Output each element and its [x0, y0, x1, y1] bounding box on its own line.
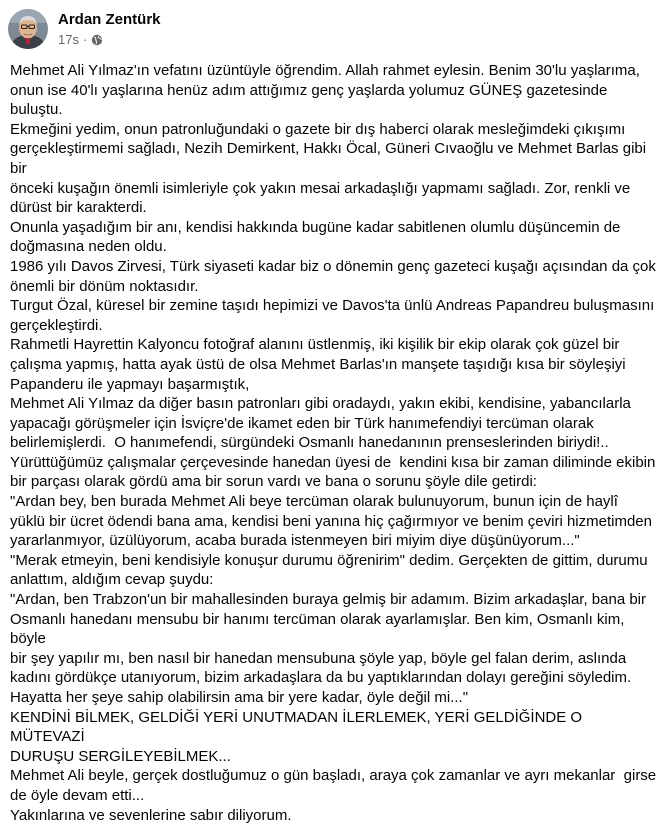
post-paragraph: Yürüttüğümüz çalışmalar çerçevesinde hanedan üyesi de kendini kısa bir zaman diliminde ekibin bir parçası olarak gördü ama bir sorun vardı ve bana o sorunu şöyle dile getirdi: — [10, 453, 656, 491]
post-subline — [58, 31, 161, 49]
post-header — [8, 6, 161, 52]
post-paragraph: Rahmetli Hayrettin Kalyoncu fotoğraf alanını üstlenmiş, iki kişilik bir ekip olarak çok güzel bir çalışma yapmış, hatta ayak üstü de olsa Mehmet Barlas'ın manşete taşıdığı kısa bir söyleşiyi Papanderu ile yapmayı başarmıştık, — [10, 336, 626, 393]
post-paragraph: Turgut Özal, küresel bir zemine taşıdı hepimizi ve Davos'ta ünlü Andreas Papandreu buluşmasını gerçekleştirdi. — [10, 297, 655, 334]
globe-icon[interactable] — [91, 34, 103, 46]
post-paragraph: "Ardan bey, ben burada Mehmet Ali beye tercüman olarak bulunuyorum, bunun için de haylî yüklü bir ücret ödendi bana ama, kendisi beni yanına hiç çağırmıyor ve benim çeviri hizmetimden yararlanmıyor, üzülüyorum, acaba burada istenmeyen biri miyim diye düşünüyorum..." — [10, 493, 652, 550]
post-paragraph: "Merak etmeyin, beni kendisiyle konuşur durumu öğrenirim" dedim. Gerçekten de gittim, durumu anlattım, aldığım cevap şuydu: — [10, 551, 648, 589]
post-meta — [58, 10, 161, 49]
separator-dot: · — [82, 31, 88, 47]
post-paragraph: Mehmet Ali Yılmaz'ın vefatını üzüntüyle öğrendim. Allah rahmet eylesin. Benim 30'lu yaşlarıma, onun ise 40'lı yaşlarına henüz adım attığımız genç yaşlarda yolumuz GÜNEŞ gazetesinde buluştu. — [10, 62, 640, 119]
author-name[interactable]: Ardan Zentürk — [58, 10, 161, 28]
post-paragraph: "Ardan, ben Trabzon'un bir mahallesinden buraya gelmiş bir adamım. Bizim arkadaşlar, bana bir Osmanlı hanedanı mensubu bir hanımı tercüman olarak ayarlamışlar. Ben kim, Osmanlı kim, böyle bir şey yapılır mı, ben nasıl bir hanedan mensubuna şöyle yap, böyle gel falan derim, aslında kadını gördükçe utanıyorum, bizim arkadaşlara da bu yaptıklarından dolayı gereğini söyledim. Hayatta her şeye sahip olabilirsin ama bir yere kadar, öyle değil mi..." — [10, 591, 647, 706]
post-paragraph: KENDİNİ BİLMEK, GELDİĞİ YERİ UNUTMADAN İLERLEMEK, YERİ GELDİĞİNDE O MÜTEVAZİ DURUŞU SERGİLEYEBİLMEK... — [10, 708, 583, 765]
post-paragraph: 1986 yılı Davos Zirvesi, Türk siyaseti kadar biz o dönemin genç gazeteci kuşağı açısından da çok önemli bir dönüm noktasıdır. — [10, 257, 656, 295]
post-body — [10, 61, 658, 825]
post-paragraph: Ekmeğini yedim, onun patronluğundaki o gazete bir dış haberci olarak mesleğimdeki çıkışımı gerçekleştirmemi sağladı, Nezih Demirkent, Hakkı Öcal, Güneri Cıvaoğlu ve Mehmet Barlas gibi bir önceki kuşağın önemli isimleriyle çok yakın mesai arkadaşlığı yapmamı sağladı. Zor, renkli ve dürüst bir karakterdi. — [10, 120, 647, 217]
post-timestamp[interactable]: 17s — [58, 31, 79, 47]
post-paragraph: Yakınlarına ve sevenlerine sabır diliyorum. — [10, 806, 292, 824]
post-paragraph: Mehmet Ali beyle, gerçek dostluğumuz o gün başladı, araya çok zamanlar ve ayrı mekanlar girse de öyle devam etti... — [10, 767, 657, 804]
author-avatar[interactable] — [8, 9, 48, 49]
post-paragraph: Mehmet Ali Yılmaz da diğer basın patronları gibi oradaydı, yakın ekibi, kendisine, yabancılarla yapacağı görüşmeler için İsviçre'de ikamet eden bir Türk hanımefendiyi tercüman olarak belirlemişlerdi. O hanımefendi, sürgündeki Osmanlı hanedanının prenseslerinden biriydi!.. — [10, 395, 631, 452]
avatar-photo-icon — [8, 9, 48, 49]
post-paragraph: Onunla yaşadığım bir anı, kendisi hakkında bugüne kadar sabitlenen olumlu düşüncemin de doğmasına neden oldu. — [10, 218, 621, 256]
